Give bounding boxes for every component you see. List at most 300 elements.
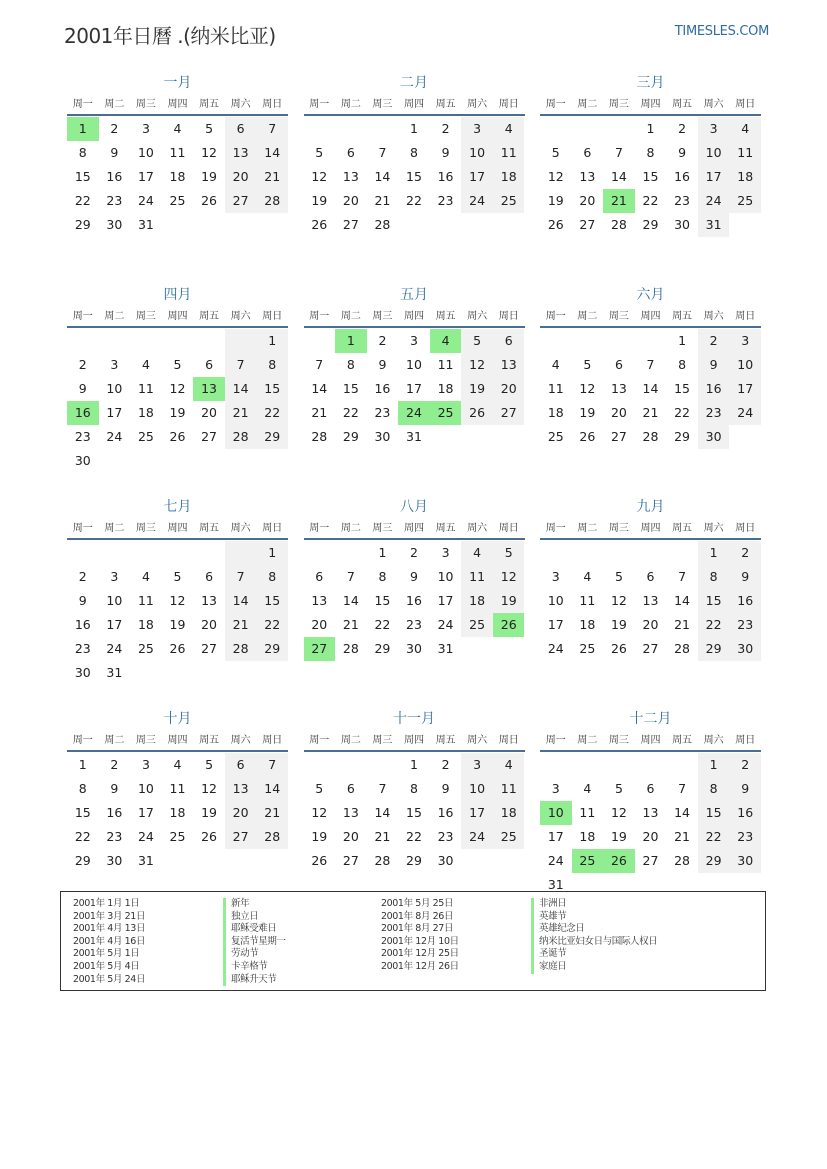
weekday-header [67, 306, 288, 328]
day-cell: 31 [406, 429, 422, 444]
month-name: 三月 [636, 75, 665, 91]
weekday-label: 周四 [640, 523, 661, 534]
weekday-label: 周二 [104, 311, 125, 322]
weekday-label: 周六 [703, 311, 724, 322]
weekday-label: 周日 [262, 311, 283, 322]
day-cell: 11 [579, 593, 596, 608]
weekday-label: 周二 [340, 523, 361, 534]
day-cell: 1 [256, 541, 288, 565]
day-cell: 7 [378, 145, 387, 160]
weekday-label: 周六 [230, 99, 251, 110]
month-calendar [67, 72, 288, 284]
day-cell: 3 [410, 333, 418, 348]
day-cell: 14 [342, 593, 359, 608]
month-calendar [304, 72, 525, 284]
day-cell: 5 [551, 145, 560, 160]
weekday-label: 周一 [309, 99, 330, 110]
day-cell: 25 [547, 429, 564, 444]
weekday-header [67, 94, 288, 116]
day-cell: 28 [374, 853, 391, 868]
weekday-label: 周一 [72, 523, 93, 534]
day-cell: 30 [437, 853, 454, 868]
day-cell: 13 [642, 593, 659, 608]
day-cell: 11 [461, 565, 493, 589]
weekday-label: 周日 [498, 523, 519, 534]
day-cell: 17 [698, 165, 730, 189]
day-cell: 30 [406, 641, 422, 656]
day-cell: 26 [169, 641, 186, 656]
holiday-list [60, 891, 766, 991]
weekday-label: 周五 [435, 523, 456, 534]
day-cell-empty [603, 753, 635, 777]
weekday-label: 周六 [230, 735, 251, 746]
day-cell: 2 [698, 329, 730, 353]
day-cell: 4 [493, 753, 525, 777]
weekday-header [304, 306, 525, 328]
day-cell-empty [162, 329, 194, 353]
day-cell: 20 [642, 829, 659, 844]
holiday-name: 卡辛格节 [223, 961, 286, 974]
day-cell: 13 [610, 381, 627, 396]
weekday-label: 周三 [372, 311, 393, 322]
day-cell: 12 [201, 781, 218, 796]
weekday-label: 周三 [608, 311, 629, 322]
weekday-label: 周一 [309, 311, 330, 322]
holiday-names-left [223, 898, 286, 986]
day-cell: 9 [698, 353, 730, 377]
day-cell: 24 [547, 641, 564, 656]
day-cell: 29 [698, 637, 730, 661]
holiday-date: 2001年 3月 21日 [73, 910, 146, 922]
month-name: 一月 [163, 75, 192, 91]
day-cell: 18 [169, 805, 186, 820]
day-cell: 21 [225, 401, 257, 425]
day-cell-empty [162, 541, 194, 565]
weekday-label: 周日 [262, 99, 283, 110]
day-cell: 15 [698, 801, 730, 825]
day-cell: 7 [315, 357, 324, 372]
day-cell: 27 [610, 429, 627, 444]
weekday-label: 周三 [372, 99, 393, 110]
day-cell: 19 [201, 805, 218, 820]
weekday-label: 周五 [199, 735, 220, 746]
day-cell: 10 [698, 141, 730, 165]
day-cell: 3 [141, 757, 150, 772]
day-cell: 20 [342, 193, 359, 208]
day-cell: 24 [137, 829, 154, 844]
day-cell: 21 [225, 613, 257, 637]
days-grid [67, 753, 288, 873]
day-cell: 15 [256, 589, 288, 613]
day-cell: 31 [698, 213, 730, 237]
day-cell: 3 [698, 117, 730, 141]
day-cell: 1 [698, 541, 730, 565]
weekday-label: 周五 [672, 99, 693, 110]
day-cell: 17 [137, 805, 154, 820]
weekday-label: 周五 [435, 311, 456, 322]
holiday-name: 耶稣升天节 [223, 974, 286, 987]
day-cell: 1 [698, 753, 730, 777]
day-cell: 12 [547, 169, 564, 184]
day-cell: 6 [205, 569, 214, 584]
weekday-header [540, 306, 761, 328]
day-cell: 7 [678, 569, 687, 584]
day-cell: 25 [169, 829, 186, 844]
day-cell: 6 [205, 357, 214, 372]
day-cell: 4 [493, 117, 525, 141]
weekday-label: 周一 [545, 99, 566, 110]
day-cell: 15 [674, 381, 691, 396]
day-cell: 21 [256, 165, 288, 189]
day-cell-empty [540, 117, 572, 141]
day-cell: 15 [374, 593, 391, 608]
day-cell: 24 [547, 853, 564, 868]
day-cell: 24 [437, 617, 454, 632]
holiday-dates-left [73, 898, 145, 986]
holiday-name: 劳动节 [223, 948, 286, 961]
day-cell: 4 [141, 357, 150, 372]
weekday-label: 周四 [403, 311, 424, 322]
day-cell: 30 [374, 429, 391, 444]
day-cell: 21 [674, 617, 691, 632]
weekday-header [67, 518, 288, 540]
day-cell: 12 [169, 381, 186, 396]
day-cell: 19 [169, 405, 186, 420]
day-cell: 6 [583, 145, 592, 160]
day-cell: 13 [342, 805, 359, 820]
holiday-date: 2001年 4月 16日 [73, 935, 146, 947]
holiday-date: 2001年 5月 24日 [73, 973, 146, 985]
day-cell: 22 [342, 405, 359, 420]
day-cell: 19 [579, 405, 596, 420]
day-cell: 30 [729, 637, 761, 661]
day-cell: 26 [610, 641, 627, 656]
day-cell: 2 [678, 121, 687, 136]
day-cell: 9 [410, 569, 418, 584]
day-cell: 19 [311, 829, 328, 844]
holiday-day-cell: 1 [67, 117, 99, 141]
day-cell-empty [572, 329, 604, 353]
day-cell: 28 [311, 429, 328, 444]
day-cell: 30 [74, 453, 91, 468]
holiday-date: 2001年 12月 25日 [381, 948, 459, 960]
day-cell: 28 [225, 425, 257, 449]
weekday-label: 周五 [199, 311, 220, 322]
day-cell: 12 [610, 593, 627, 608]
day-cell: 16 [437, 169, 454, 184]
weekday-label: 周六 [467, 523, 488, 534]
weekday-label: 周五 [672, 311, 693, 322]
day-cell: 10 [461, 141, 493, 165]
day-cell: 17 [461, 165, 493, 189]
day-cell: 18 [729, 165, 761, 189]
weekday-label: 周一 [545, 735, 566, 746]
site-brand-link[interactable]: TIMESLES.COM [674, 24, 769, 39]
day-cell: 11 [579, 805, 596, 820]
weekday-label: 周四 [167, 735, 188, 746]
day-cell: 4 [583, 781, 592, 796]
weekday-label: 周六 [230, 523, 251, 534]
holiday-day-cell: 10 [540, 801, 572, 825]
days-grid [540, 117, 761, 237]
day-cell: 6 [346, 781, 355, 796]
day-cell: 12 [493, 565, 525, 589]
holiday-date: 2001年 8月 26日 [381, 910, 454, 922]
day-cell: 30 [674, 217, 691, 232]
days-grid [540, 541, 761, 661]
day-cell: 27 [579, 217, 596, 232]
day-cell: 11 [137, 593, 154, 608]
weekday-header [304, 518, 525, 540]
day-cell: 23 [74, 641, 91, 656]
day-cell: 24 [698, 189, 730, 213]
day-cell: 12 [311, 169, 328, 184]
day-cell: 2 [78, 569, 87, 584]
day-cell: 29 [374, 641, 391, 656]
holiday-day-cell: 1 [335, 329, 367, 353]
day-cell: 3 [729, 329, 761, 353]
day-cell-empty [635, 753, 667, 777]
day-cell: 18 [493, 165, 525, 189]
day-cell-empty [67, 541, 99, 565]
holiday-date: 2001年 12月 26日 [381, 960, 459, 972]
day-cell: 15 [406, 169, 422, 184]
day-cell: 1 [410, 121, 418, 136]
day-cell: 23 [674, 193, 691, 208]
day-cell: 21 [342, 617, 359, 632]
day-cell: 27 [201, 641, 218, 656]
day-cell: 22 [698, 613, 730, 637]
month-name: 八月 [400, 499, 428, 515]
day-cell: 20 [201, 617, 218, 632]
calendar-grid [67, 72, 761, 920]
day-cell: 29 [674, 429, 691, 444]
day-cell: 8 [698, 565, 730, 589]
holiday-name: 复活节星期一 [223, 936, 286, 949]
holiday-name: 英雄纪念日 [531, 923, 657, 936]
day-cell: 7 [346, 569, 355, 584]
month-name: 六月 [636, 287, 665, 303]
day-cell: 23 [106, 193, 123, 208]
day-cell: 8 [698, 777, 730, 801]
day-cell: 4 [173, 121, 182, 136]
day-cell: 16 [74, 617, 91, 632]
weekday-label: 周三 [135, 523, 156, 534]
day-cell: 17 [106, 617, 123, 632]
weekday-label: 周四 [167, 99, 188, 110]
day-cell-empty [666, 753, 698, 777]
month-name: 七月 [163, 499, 192, 515]
holiday-date: 2001年 5月 4日 [73, 960, 140, 972]
day-cell: 11 [437, 357, 454, 372]
holiday-name: 家庭日 [531, 961, 657, 974]
day-cell: 31 [137, 217, 154, 232]
day-cell: 9 [441, 781, 450, 796]
day-cell-empty [635, 541, 667, 565]
month-calendar [304, 708, 525, 920]
weekday-label: 周一 [72, 311, 93, 322]
days-grid [304, 329, 525, 449]
day-cell: 22 [374, 617, 391, 632]
day-cell: 1 [678, 333, 687, 348]
month-calendar [540, 72, 761, 284]
day-cell-empty [335, 753, 367, 777]
day-cell: 22 [674, 405, 691, 420]
day-cell: 21 [642, 405, 659, 420]
day-cell: 6 [225, 117, 257, 141]
day-cell: 31 [547, 877, 564, 892]
month-name: 二月 [400, 75, 428, 91]
weekday-label: 周四 [640, 311, 661, 322]
day-cell: 20 [610, 405, 627, 420]
day-cell: 8 [378, 569, 387, 584]
day-cell: 27 [225, 825, 257, 849]
day-cell: 5 [614, 569, 623, 584]
day-cell: 18 [493, 801, 525, 825]
day-cell: 8 [410, 781, 418, 796]
day-cell: 17 [437, 593, 454, 608]
day-cell-empty [367, 753, 399, 777]
day-cell: 23 [729, 613, 761, 637]
day-cell: 28 [642, 429, 659, 444]
weekday-label: 周三 [372, 523, 393, 534]
day-cell-empty [99, 329, 131, 353]
day-cell: 27 [493, 401, 525, 425]
day-cell-empty [540, 541, 572, 565]
weekday-label: 周二 [104, 735, 125, 746]
day-cell: 14 [674, 805, 691, 820]
day-cell: 5 [205, 757, 214, 772]
day-cell: 10 [106, 381, 123, 396]
day-cell: 27 [642, 853, 659, 868]
day-cell: 16 [698, 377, 730, 401]
day-cell: 10 [137, 145, 154, 160]
day-cell: 22 [406, 829, 422, 844]
day-cell-empty [225, 329, 257, 353]
day-cell: 2 [441, 121, 450, 136]
day-cell: 4 [583, 569, 592, 584]
month-name: 十一月 [393, 711, 435, 727]
day-cell: 13 [311, 593, 328, 608]
weekday-label: 周日 [735, 735, 756, 746]
day-cell: 19 [461, 377, 493, 401]
day-cell: 30 [698, 425, 730, 449]
day-cell: 17 [406, 381, 422, 396]
day-cell: 8 [78, 781, 87, 796]
holiday-day-cell: 25 [572, 849, 604, 873]
weekday-label: 周四 [640, 735, 661, 746]
day-cell: 26 [311, 217, 328, 232]
day-cell: 23 [106, 829, 123, 844]
day-cell: 26 [201, 193, 218, 208]
day-cell: 12 [610, 805, 627, 820]
day-cell-empty [603, 329, 635, 353]
day-cell: 17 [547, 829, 564, 844]
weekday-label: 周日 [735, 99, 756, 110]
day-cell: 19 [201, 169, 218, 184]
day-cell: 9 [78, 381, 87, 396]
weekday-header [540, 730, 761, 752]
day-cell: 10 [729, 353, 761, 377]
day-cell: 28 [225, 637, 257, 661]
day-cell: 21 [311, 405, 328, 420]
weekday-label: 周二 [577, 311, 598, 322]
day-cell: 8 [256, 353, 288, 377]
day-cell-empty [666, 541, 698, 565]
day-cell: 13 [642, 805, 659, 820]
day-cell: 1 [78, 757, 87, 772]
weekday-label: 周一 [72, 99, 93, 110]
day-cell: 7 [225, 565, 257, 589]
day-cell: 28 [256, 825, 288, 849]
weekday-label: 周五 [199, 523, 220, 534]
day-cell: 27 [342, 853, 359, 868]
day-cell: 22 [256, 613, 288, 637]
holiday-date: 2001年 8月 27日 [381, 923, 454, 935]
day-cell: 6 [225, 753, 257, 777]
day-cell: 8 [78, 145, 87, 160]
day-cell: 20 [642, 617, 659, 632]
holiday-date: 2001年 5月 25日 [381, 898, 454, 909]
day-cell-empty [335, 117, 367, 141]
weekday-label: 周日 [735, 311, 756, 322]
day-cell: 23 [374, 405, 391, 420]
day-cell: 12 [169, 593, 186, 608]
day-cell: 17 [547, 617, 564, 632]
holiday-day-cell: 26 [603, 849, 635, 873]
day-cell: 18 [137, 405, 154, 420]
holiday-name: 英雄节 [531, 911, 657, 924]
day-cell: 24 [461, 825, 493, 849]
day-cell: 8 [646, 145, 655, 160]
day-cell: 21 [374, 193, 391, 208]
day-cell: 14 [374, 169, 391, 184]
day-cell: 8 [346, 357, 355, 372]
day-cell: 20 [201, 405, 218, 420]
holiday-name: 新年 [223, 898, 286, 911]
day-cell: 15 [642, 169, 659, 184]
month-calendar [304, 496, 525, 708]
day-cell: 2 [78, 357, 87, 372]
day-cell: 25 [579, 641, 596, 656]
month-calendar [67, 284, 288, 496]
day-cell: 18 [579, 617, 596, 632]
holiday-day-cell: 26 [493, 613, 525, 637]
day-cell: 9 [678, 145, 687, 160]
month-calendar [540, 708, 761, 920]
day-cell: 14 [610, 169, 627, 184]
day-cell: 11 [169, 781, 186, 796]
day-cell: 28 [674, 641, 691, 656]
day-cell: 5 [614, 781, 623, 796]
day-cell: 6 [346, 145, 355, 160]
day-cell: 25 [729, 189, 761, 213]
weekday-label: 周六 [467, 311, 488, 322]
day-cell: 3 [461, 753, 493, 777]
month-calendar [67, 496, 288, 708]
weekday-label: 周一 [72, 735, 93, 746]
day-cell: 29 [74, 853, 91, 868]
day-cell: 20 [579, 193, 596, 208]
day-cell: 22 [74, 193, 91, 208]
day-cell: 25 [461, 613, 493, 637]
month-name: 四月 [163, 287, 192, 303]
day-cell-empty [225, 541, 257, 565]
day-cell: 4 [551, 357, 560, 372]
day-cell: 11 [169, 145, 186, 160]
weekday-label: 周三 [608, 735, 629, 746]
day-cell-empty [304, 753, 336, 777]
